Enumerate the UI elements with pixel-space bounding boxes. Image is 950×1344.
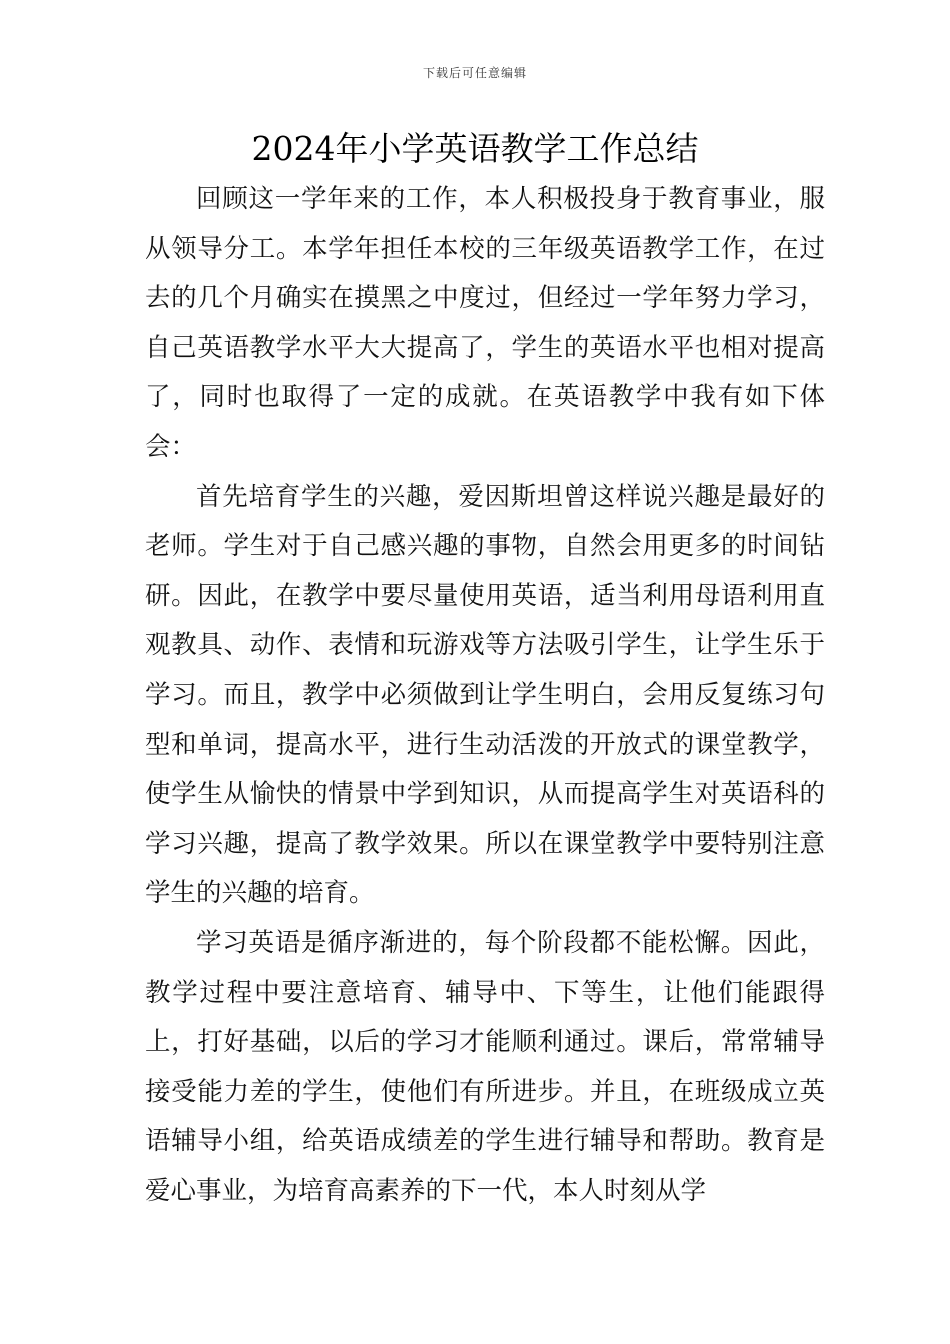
document-body [145, 175, 825, 1216]
paragraph-1: 回顾这一学年来的工作，本人积极投身于教育事业，服从领导分工。本学年担任本校的三年级英语教学工作，在过去的几个月确实在摸黑之中度过，但经过一学年努力学习，自己英语教学水平大大提高了，学生的英语水平也相对提高了，同时也取得了一定的成就。在英语教学中我有如下体会： [145, 184, 825, 462]
header-note: 下载后可任意编辑 [422, 66, 527, 80]
document-title: 2024年小学英语教学工作总结 [251, 129, 699, 168]
paragraph-3: 学习英语是循序渐进的，每个阶段都不能松懈。因此，教学过程中要注意培育、辅导中、下等生，让他们能跟得上，打好基础，以后的学习才能顺利通过。课后，常常辅导接受能力差的学生，使他们有所进步。并且，在班级成立英语辅导小组，给英语成绩差的学生进行辅导和帮助。教育是爱心事业，为培育高素养的下一代，本人时刻从学 [145, 927, 825, 1206]
paragraph-2: 首先培育学生的兴趣，爱因斯坦曾这样说兴趣是最好的老师。学生对于自己感兴趣的事物，自然会用更多的时间钻研。因此，在教学中要尽量使用英语，适当利用母语利用直观教具、动作、表情和玩游戏等方法吸引学生，让学生乐于学习。而且，教学中必须做到让学生明白，会用反复练习句型和单词，提高水平，进行生动活泼的开放式的课堂教学，使学生从愉快的情景中学到知识，从而提高学生对英语科的学习兴趣，提高了教学效果。所以在课堂教学中要特别注意学生的兴趣的培育。 [145, 481, 825, 909]
